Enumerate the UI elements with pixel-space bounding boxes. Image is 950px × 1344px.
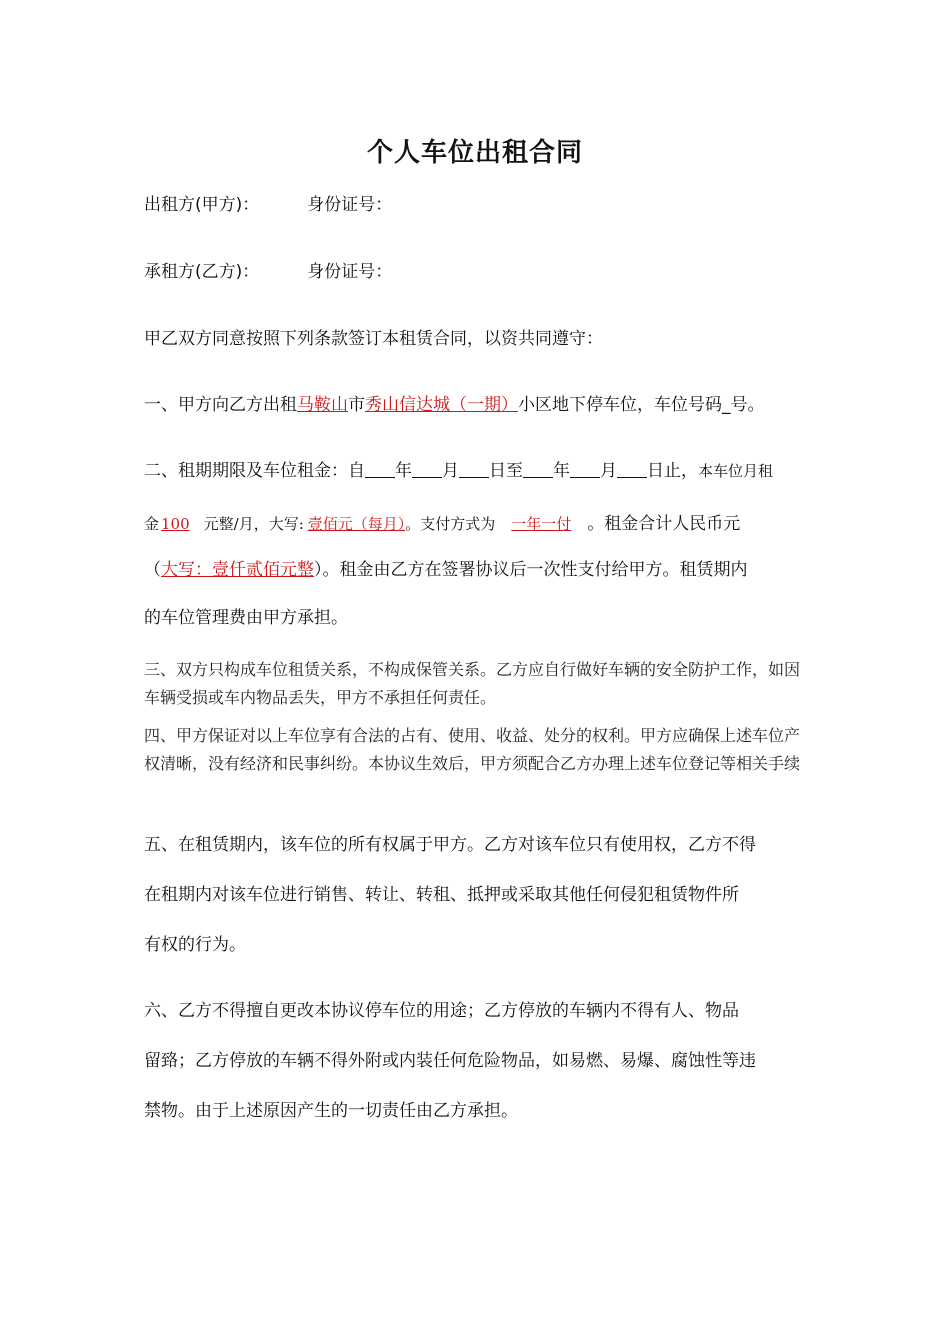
clause-6-line-1: 六、乙方不得擅自更改本协议停车位的用途；乙方停放的车辆内不得有人、物品: [144, 1001, 739, 1021]
clause-5-line-2: 在租期内对该车位进行销售、转让、转租、抵押或采取其他任何侵犯租赁物件所: [144, 885, 739, 905]
clause2-year: 年: [395, 461, 412, 481]
clause-3: 三、双方只构成车位租赁关系，不构成保管关系。乙方应自行做好车辆的安全防护工作，如因车辆受损或车内物品丢失，甲方不承担任何责任。: [144, 660, 801, 707]
clause2-amount-words: 壹佰元（每月）: [307, 515, 406, 533]
clause2-year-end: 年: [553, 461, 570, 481]
clause1-rest: 地下停车位，车位号码_号。: [552, 395, 765, 415]
clause1-community-suffix: 小区: [518, 395, 552, 415]
lessee-id-label: 身份证号：: [307, 262, 393, 282]
clause2-pay-label: 。支付方式为: [405, 515, 496, 533]
document-title: 个人车位出租合同: [366, 138, 583, 168]
clause-2-line-2: [144, 509, 740, 534]
lessee-line: [144, 257, 392, 282]
clause1-community: 秀山信达城（一期）: [365, 395, 518, 415]
lessor-id-label: 身份证号：: [307, 195, 393, 215]
clause1-city: 马鞍山: [297, 395, 348, 415]
clause2-rent-label: 本车位月租: [698, 462, 774, 480]
clause2-amount: 100: [161, 515, 190, 533]
clause2-paren-rest: ）。租金由乙方在签署协议后一次性支付给甲方。租赁期内: [314, 560, 748, 580]
clause1-city-suffix: 市: [348, 395, 365, 415]
clause-1: [144, 390, 765, 415]
clause-2-line-1: [144, 456, 773, 481]
clause2-day-end: 日止，: [647, 461, 698, 481]
clause2-day: 日至: [489, 461, 523, 481]
lessor-label: 出租方(甲方)：: [144, 195, 260, 215]
clause2-pay-method: 一年一付: [511, 515, 572, 533]
clause-4: 四、甲方保证对以上车位享有合法的占有、使用、收益、处分的权利。甲方应确保上述车位产权清晰，没有经济和民事纠纷。本协议生效后，甲方须配合乙方办理上述车位登记等相关手续: [144, 726, 801, 773]
clause-6-line-2: 留臵；乙方停放的车辆不得外附或内装任何危险物品，如易燃、易爆、腐蚀性等违: [144, 1051, 756, 1071]
intro-text: 甲乙双方同意按照下列条款签订本租赁合同，以资共同遵守：: [144, 329, 603, 349]
clause-2-line-3: [144, 555, 748, 580]
clause2-paren-open: （: [144, 560, 161, 580]
clause2-intro: 二、租期期限及车位租金：自: [144, 461, 365, 481]
clause2-total-words: 大写：壹仟贰佰元整: [161, 560, 314, 580]
clause2-unit: 元整/月，大写:: [203, 515, 304, 533]
clause2-rent-label-2: 金: [144, 515, 160, 533]
clause2-month: 月: [442, 461, 459, 481]
clause-6-line-3: 禁物。由于上述原因产生的一切责任由乙方承担。: [144, 1101, 518, 1121]
clause1-prefix: 一、甲方向乙方出租: [144, 395, 297, 415]
clause-5-line-1: 五、在租赁期内，该车位的所有权属于甲方。乙方对该车位只有使用权，乙方不得: [144, 835, 756, 855]
lessee-label: 承租方(乙方)：: [144, 262, 260, 282]
clause-5-line-3: 有权的行为。: [144, 935, 246, 955]
clause2-total-label: 。租金合计人民币元: [587, 514, 741, 534]
clause2-month-end: 月: [600, 461, 617, 481]
clause-2-line-4: 的车位管理费由甲方承担。: [144, 608, 348, 628]
lessor-line: [144, 190, 392, 215]
